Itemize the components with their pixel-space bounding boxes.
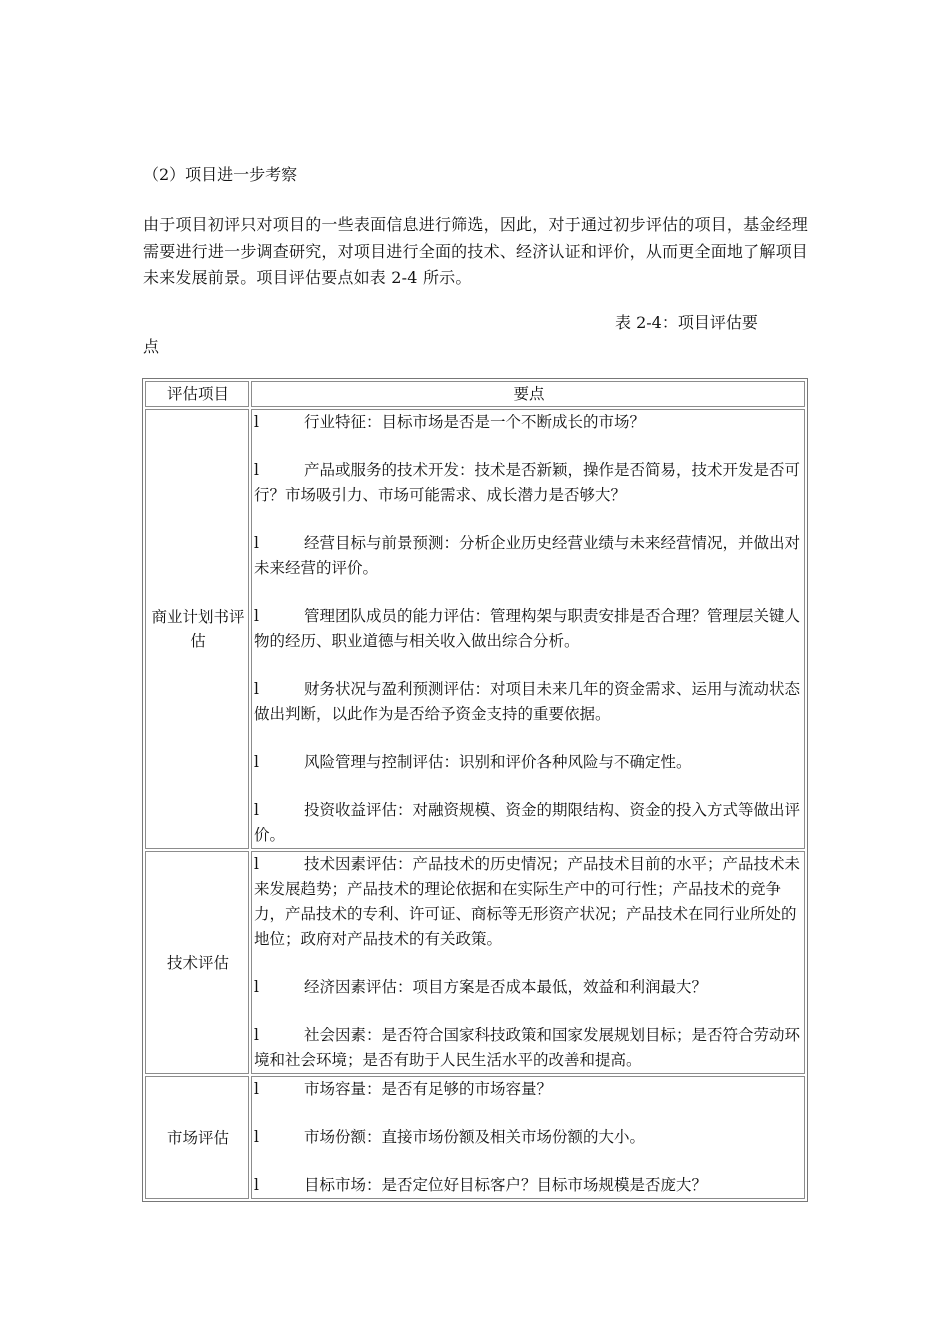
point-text: 行业特征：目标市场是否是一个不断成长的市场？: [304, 413, 646, 431]
header-category: 评估项目: [145, 381, 249, 407]
bullet-marker: l: [254, 680, 259, 698]
bullet-marker: l: [254, 461, 259, 479]
list-item: [254, 852, 804, 952]
bullet-marker: l: [254, 413, 259, 431]
point-text: 经营目标与前景预测：分析企业历史经营业绩与未来经营情况，并做出对未来经营的评价。: [254, 534, 801, 577]
list-item: [254, 1173, 804, 1198]
point-text: 目标市场：是否定位好目标客户？目标市场规模是否庞大？: [304, 1176, 708, 1194]
header-points: 要点: [251, 381, 805, 407]
bullet-marker: l: [254, 1176, 259, 1194]
bullet-marker: l: [254, 534, 259, 552]
list-item: [254, 531, 804, 581]
point-text: 财务状况与盈利预测评估：对项目未来几年的资金需求、运用与流动状态做出判断，以此作为是否给予资金支持的重要依据。: [254, 680, 801, 723]
list-item: [254, 1125, 804, 1150]
table-caption-line1: 表 2-4：项目评估要: [615, 313, 758, 332]
point-text: 市场份额：直接市场份额及相关市场份额的大小。: [304, 1128, 646, 1146]
list-item: [254, 975, 804, 1000]
list-item: [254, 604, 804, 654]
table-caption-line2: 点: [143, 337, 160, 356]
point-text: 投资收益评估：对融资规模、资金的期限结构、资金的投入方式等做出评价。: [254, 801, 801, 844]
point-text: 经济因素评估：项目方案是否成本最低，效益和利润最大？: [304, 978, 708, 996]
table-row-technology: [145, 851, 805, 1074]
table-header-row: [145, 381, 805, 407]
bullet-marker: l: [254, 1080, 259, 1098]
list-item: [254, 798, 804, 848]
point-text: 风险管理与控制评估：识别和评价各种风险与不确定性。: [304, 753, 692, 771]
point-text: 产品或服务的技术开发：技术是否新颖，操作是否简易，技术开发是否可行？市场吸引力、市场可能需求、成长潜力是否够大？: [254, 461, 801, 504]
section-heading: （2）项目进一步考察: [143, 165, 298, 184]
category-cell: 商业计划书评估: [145, 409, 249, 849]
intro-paragraph: 由于项目初评只对项目的一些表面信息进行筛选，因此，对于通过初步评估的项目，基金经理需要进行进一步调查研究，对项目进行全面的技术、经济认证和评价，从而更全面地了解项目未来发展前景。项目评估要点如表 2-4 所示。: [143, 215, 808, 287]
point-text: 市场容量：是否有足够的市场容量？: [304, 1080, 553, 1098]
bullet-marker: l: [254, 801, 259, 819]
points-cell: [251, 1076, 805, 1199]
list-item: [254, 410, 804, 435]
point-text: 社会因素：是否符合国家科技政策和国家发展规划目标；是否符合劳动环境和社会环境；是否有助于人民生活水平的改善和提高。: [254, 1026, 801, 1069]
bullet-marker: l: [254, 753, 259, 771]
category-cell: 技术评估: [145, 851, 249, 1074]
list-item: [254, 1023, 804, 1073]
points-cell: [251, 851, 805, 1074]
points-cell: [251, 409, 805, 849]
bullet-marker: l: [254, 607, 259, 625]
point-text: 技术因素评估：产品技术的历史情况；产品技术目前的水平；产品技术未来发展趋势；产品技术的理论依据和在实际生产中的可行性；产品技术的竞争力，产品技术的专利、许可证、商标等无形资产状况；产品技术在同行业所处的地位；政府对产品技术的有关政策。: [254, 855, 801, 948]
bullet-marker: l: [254, 1128, 259, 1146]
list-item: [254, 677, 804, 727]
bullet-marker: l: [254, 1026, 259, 1044]
list-item: [254, 1077, 804, 1102]
bullet-marker: l: [254, 978, 259, 996]
table-row-business-plan: [145, 409, 805, 849]
evaluation-table: [142, 378, 808, 1202]
point-text: 管理团队成员的能力评估：管理构架与职责安排是否合理？管理层关键人物的经历、职业道德与相关收入做出综合分析。: [254, 607, 801, 650]
bullet-marker: l: [254, 855, 259, 873]
category-cell: 市场评估: [145, 1076, 249, 1199]
list-item: [254, 458, 804, 508]
list-item: [254, 750, 804, 775]
table-row-market: [145, 1076, 805, 1199]
